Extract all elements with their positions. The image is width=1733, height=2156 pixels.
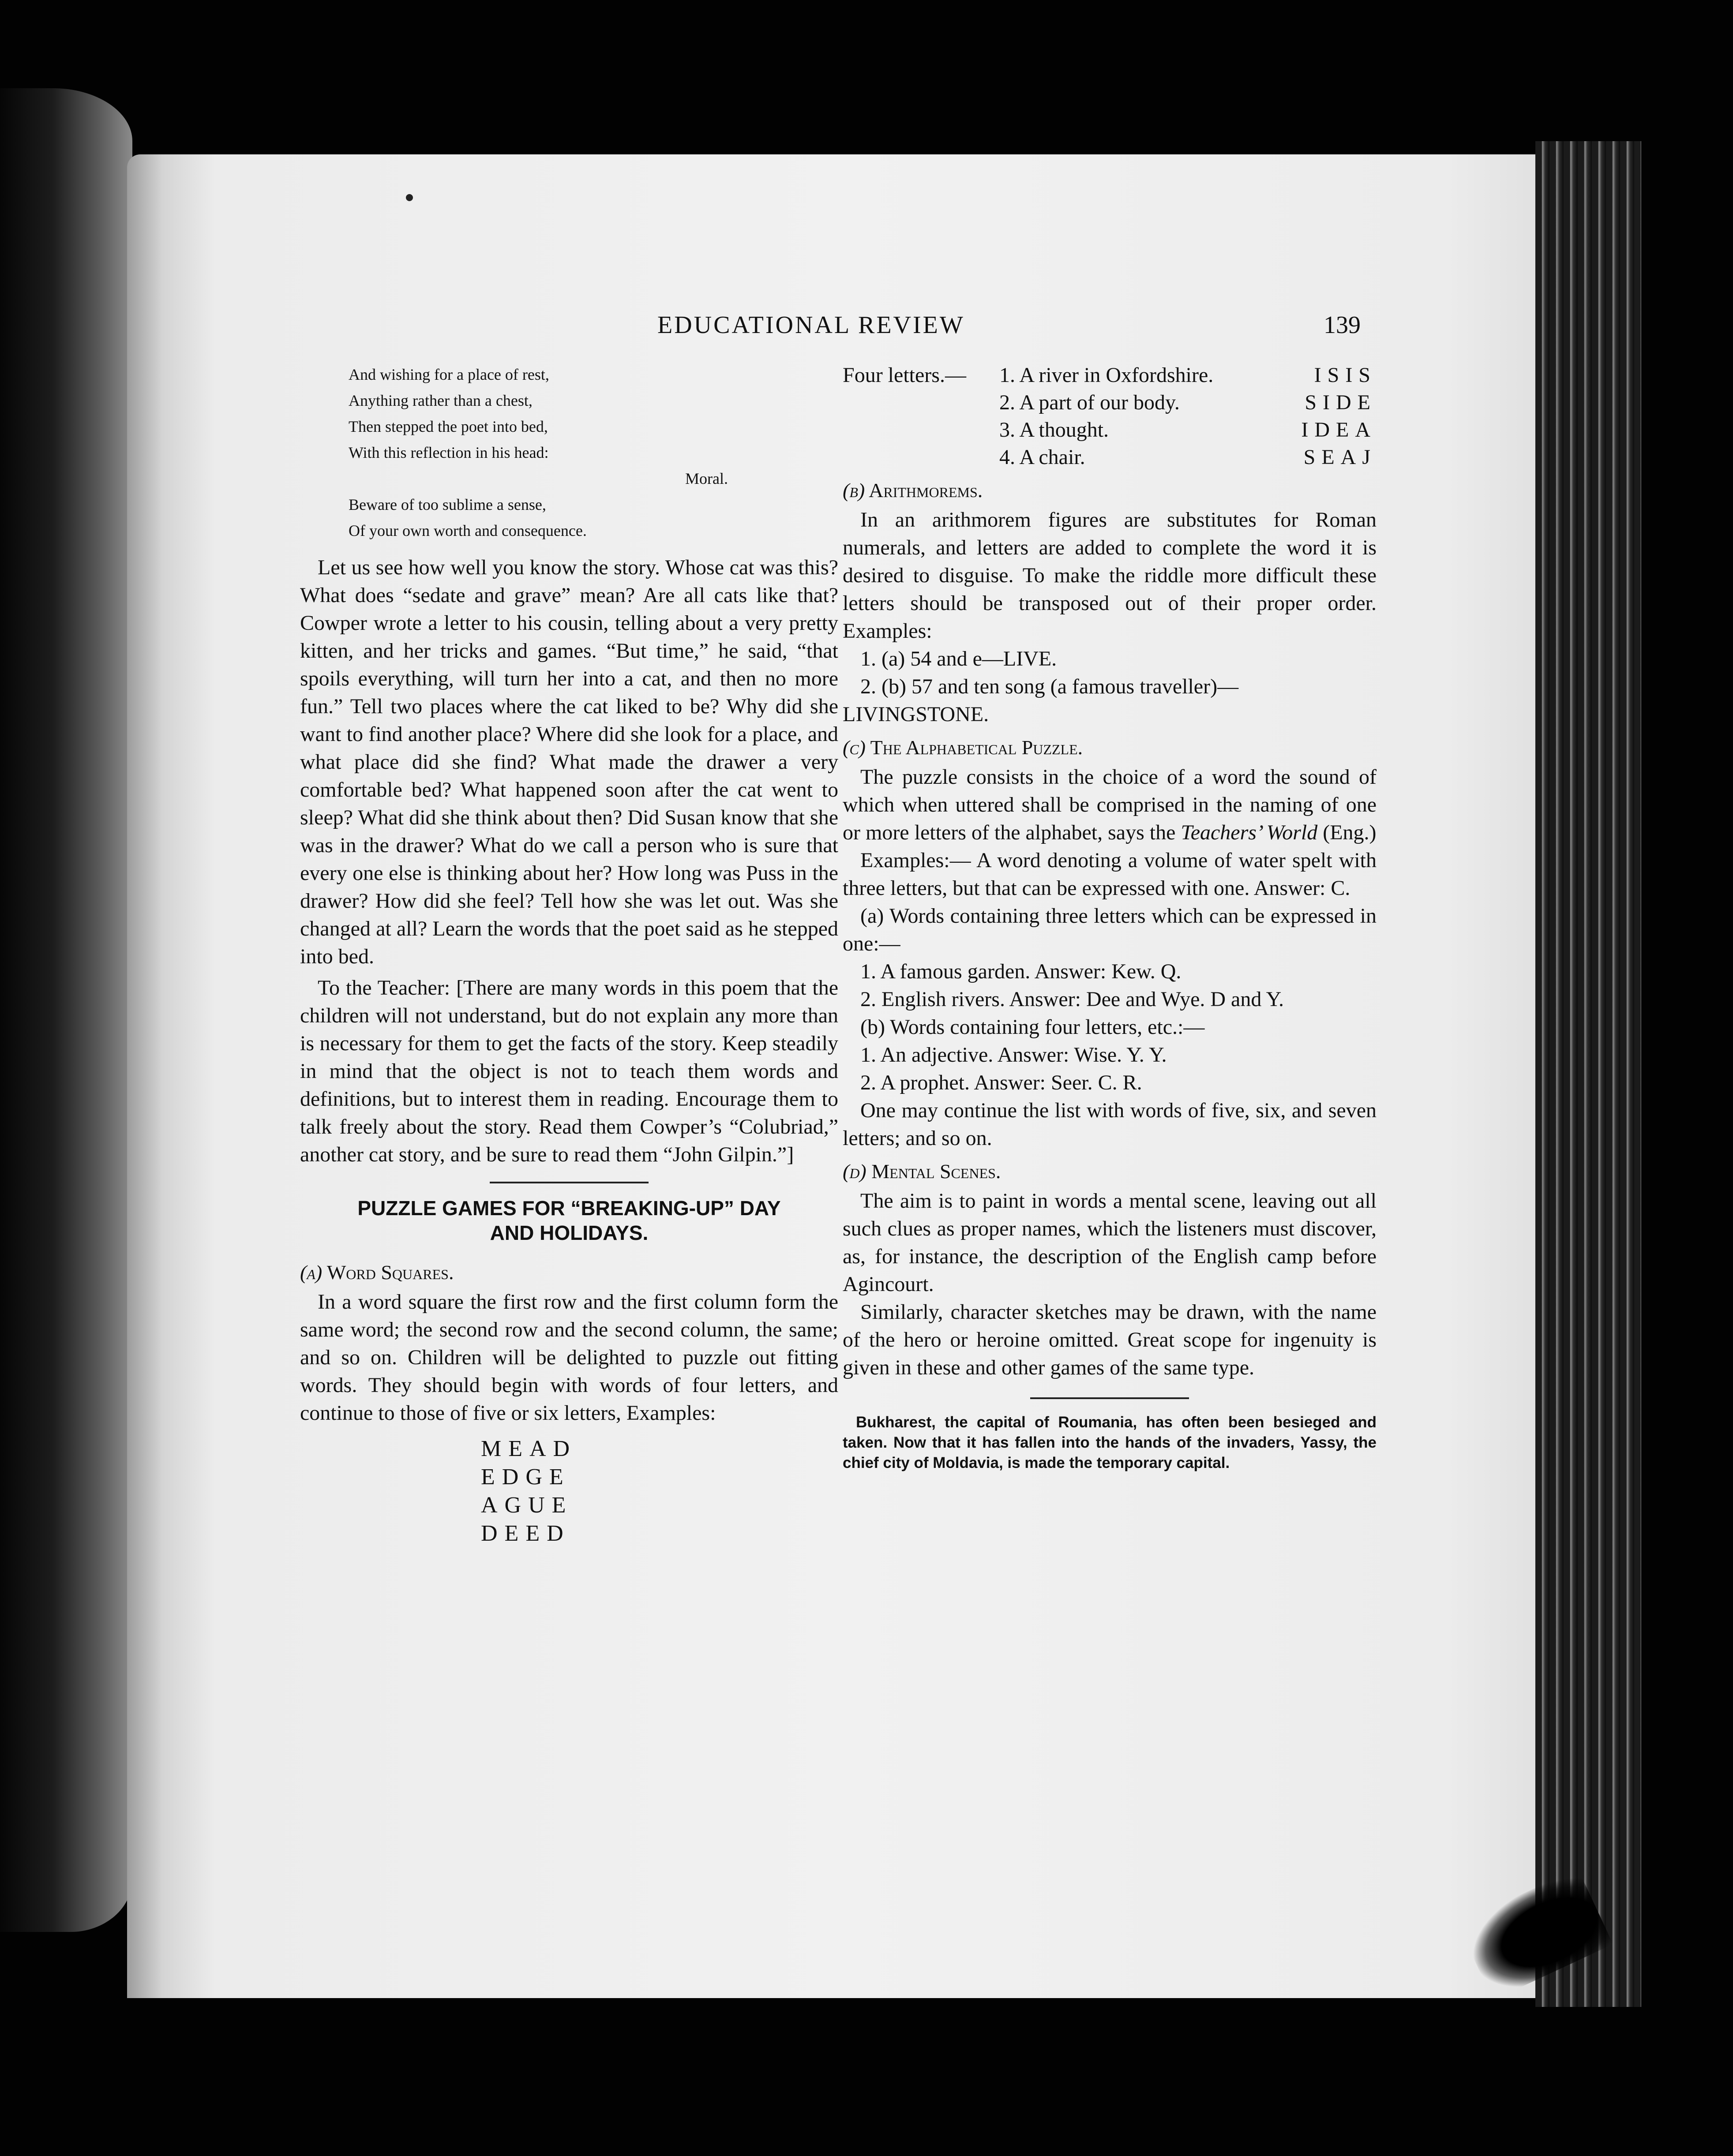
mental-scenes-label: (d)	[843, 1160, 866, 1183]
note-divider	[1030, 1397, 1189, 1399]
four-letters-clue: 4. A chair.	[999, 445, 1085, 469]
arithmorems-title: Arithmorems.	[869, 479, 983, 502]
teacher-note-paragraph: To the Teacher: [There are many words in this poem that the children will not understand, but do not explain any more than is necessary for them to get the facts of the story. Keep steadily in mind that the object is not to teach them words and definitions, but to interest them in reading. Encourage them to talk freely about the story. Read them Cowper’s “Colubriad,” another cat story, and be sure to read them “John Gilpin.”]	[300, 976, 838, 1166]
word-squares-label: (a)	[300, 1261, 323, 1284]
four-letters-row	[843, 362, 1377, 389]
alphabetical-puzzle-text: The puzzle consists in the choice of a word the sound of which when uttered shall be comprised in the naming of one or more letters of the alphabet, says the	[843, 765, 1377, 844]
arithmorems-heading	[843, 476, 1377, 504]
four-letters-lead: Four letters.—	[843, 363, 966, 387]
section-title-line-1: PUZZLE GAMES FOR “BREAKING-UP” DAY	[357, 1197, 781, 1220]
section-title	[300, 1196, 838, 1245]
right-column	[843, 362, 1377, 1473]
alphabetical-puzzle-paragraph	[843, 763, 1377, 846]
four-letters-row	[843, 389, 1377, 416]
four-letters-row	[843, 416, 1377, 444]
poem-excerpt	[349, 362, 838, 544]
character-sketches-paragraph: Similarly, character sketches may be drawn, with the name of the hero or heroine omitted. Great scope for ingenuity is given in these and other games of the same type.	[843, 1300, 1377, 1379]
alphabetical-puzzle-source: Teachers’ World	[1181, 821, 1318, 844]
word-squares-title: Word Squares.	[326, 1261, 454, 1284]
word-square-row: AGUE	[481, 1493, 573, 1518]
arithmorem-answer: LIVINGSTONE.	[843, 703, 989, 726]
section-title-line-2: AND HOLIDAYS.	[490, 1221, 649, 1244]
poem-moral-label: Moral.	[685, 470, 728, 487]
alphabetical-puzzle-title: The Alphabetical Puzzle.	[870, 736, 1083, 759]
running-head: EDUCATIONAL REVIEW	[657, 311, 965, 339]
bukharest-note: Bukharest, the capital of Roumania, has often been besieged and taken. Now that it has fallen into the hands of the invaders, Yassy, the chief city of Moldavia, is made the temporary capital.	[843, 1414, 1377, 1471]
three-letter-words-intro: (a) Words containing three letters which can be expressed in one:—	[843, 904, 1377, 955]
word-squares-paragraph: In a word square the first row and the first column form the same word; the second row and the second column, the same; and so on. Children will be delighted to puzzle out fitting words. They should begin with words of four letters, and continue to those of five or six letters, Examples:	[300, 1290, 838, 1425]
alphabetical-puzzle-heading	[843, 734, 1377, 761]
continue-list-paragraph: One may continue the list with words of five, six, and seven letters; and so on.	[843, 1099, 1377, 1150]
four-letters-clue: 1. A river in Oxfordshire.	[999, 363, 1214, 387]
poem-moral-line: Of your own worth and consequence.	[349, 522, 587, 539]
four-letters-answer: IDEA	[1301, 418, 1377, 442]
poem-line: Then stepped the poet into bed,	[349, 418, 548, 435]
four-letters-answer: ISIS	[1314, 363, 1377, 387]
alphabetical-examples-paragraph: Examples:— A word denoting a volume of water spelt with three letters, but that can be expressed with one. Answer: C.	[843, 849, 1377, 900]
poem-line: And wishing for a place of rest,	[349, 366, 549, 383]
word-square-row: DEED	[481, 1521, 570, 1546]
mental-scenes-title: Mental Scenes.	[871, 1160, 1001, 1183]
word-square-row: MEAD	[481, 1436, 577, 1461]
arithmorem-example: 2. (b) 57 and ten song (a famous traveller)—	[860, 675, 1239, 698]
story-questions-paragraph: Let us see how well you know the story. Whose cat was this? What does “sedate and grave” mean? Are all cats like that? Cowper wrote a letter to his cousin, telling about a very pretty kitten, and her tricks and games. “But time,” he said, “that spoils everything, will turn her into a cat, and then no more fun.” Tell two places where the cat liked to be? Why did she want to find another place? Where did she look for a place, and what place did she find? What made the drawer a very comfortable bed? What happened soon after the cat went to sleep? What did she think about then? Did Susan know that she was in the drawer? What do we call a person who is sure that every one else is thinking about her? How long was Puss in the drawer? How did she feel? Tell how she was let out. Was she changed at all? Learn the words that the poet said as he stepped into bed.	[300, 556, 838, 968]
four-letter-example: 1. An adjective. Answer: Wise. Y. Y.	[860, 1043, 1167, 1067]
arithmorem-example: 1. (a) 54 and e—LIVE.	[860, 647, 1057, 670]
section-divider	[490, 1182, 649, 1183]
poem-moral-line: Beware of too sublime a sense,	[349, 496, 546, 513]
four-letter-example: 2. A prophet. Answer: Seer. C. R.	[860, 1071, 1142, 1094]
left-column	[300, 362, 838, 1548]
four-letters-row	[843, 444, 1377, 471]
word-squares-heading	[300, 1258, 838, 1286]
poem-line: With this reflection in his head:	[349, 444, 549, 461]
mental-scenes-paragraph: The aim is to paint in words a mental scene, leaving out all such clues as proper names, which the listeners must discover, as, for instance, the description of the English camp before Agincourt.	[843, 1189, 1377, 1296]
three-letter-example: 2. English rivers. Answer: Dee and Wye. D and Y.	[860, 988, 1284, 1011]
arithmorems-label: (b)	[843, 479, 865, 502]
arithmorems-paragraph: In an arithmorem figures are substitutes for Roman numerals, and letters are added to complete the word it is desired to disguise. To make the riddle more difficult these letters should be transposed out of their proper order. Examples:	[843, 508, 1377, 643]
page-number: 139	[1324, 311, 1361, 339]
four-letters-clue: 3. A thought.	[999, 418, 1109, 442]
four-letters-answer: SEAJ	[1303, 445, 1377, 469]
four-letter-words-intro: (b) Words containing four letters, etc.:—	[860, 1015, 1205, 1039]
four-letters-clue: 2. A part of our body.	[999, 391, 1180, 414]
mental-scenes-heading	[843, 1157, 1377, 1185]
word-square-example	[481, 1435, 838, 1548]
word-square-row: EDGE	[481, 1464, 570, 1490]
four-letters-list	[843, 362, 1377, 471]
poem-line: Anything rather than a chest,	[349, 392, 533, 409]
book-binding-edge	[1535, 141, 1641, 2007]
four-letters-answer: SIDE	[1305, 391, 1377, 414]
three-letter-example: 1. A famous garden. Answer: Kew. Q.	[860, 960, 1182, 983]
alphabetical-puzzle-source-suffix: (Eng.)	[1323, 821, 1377, 844]
left-page-edge	[0, 88, 132, 1932]
alphabetical-puzzle-label: (c)	[843, 736, 866, 759]
dust-speck	[406, 194, 413, 201]
